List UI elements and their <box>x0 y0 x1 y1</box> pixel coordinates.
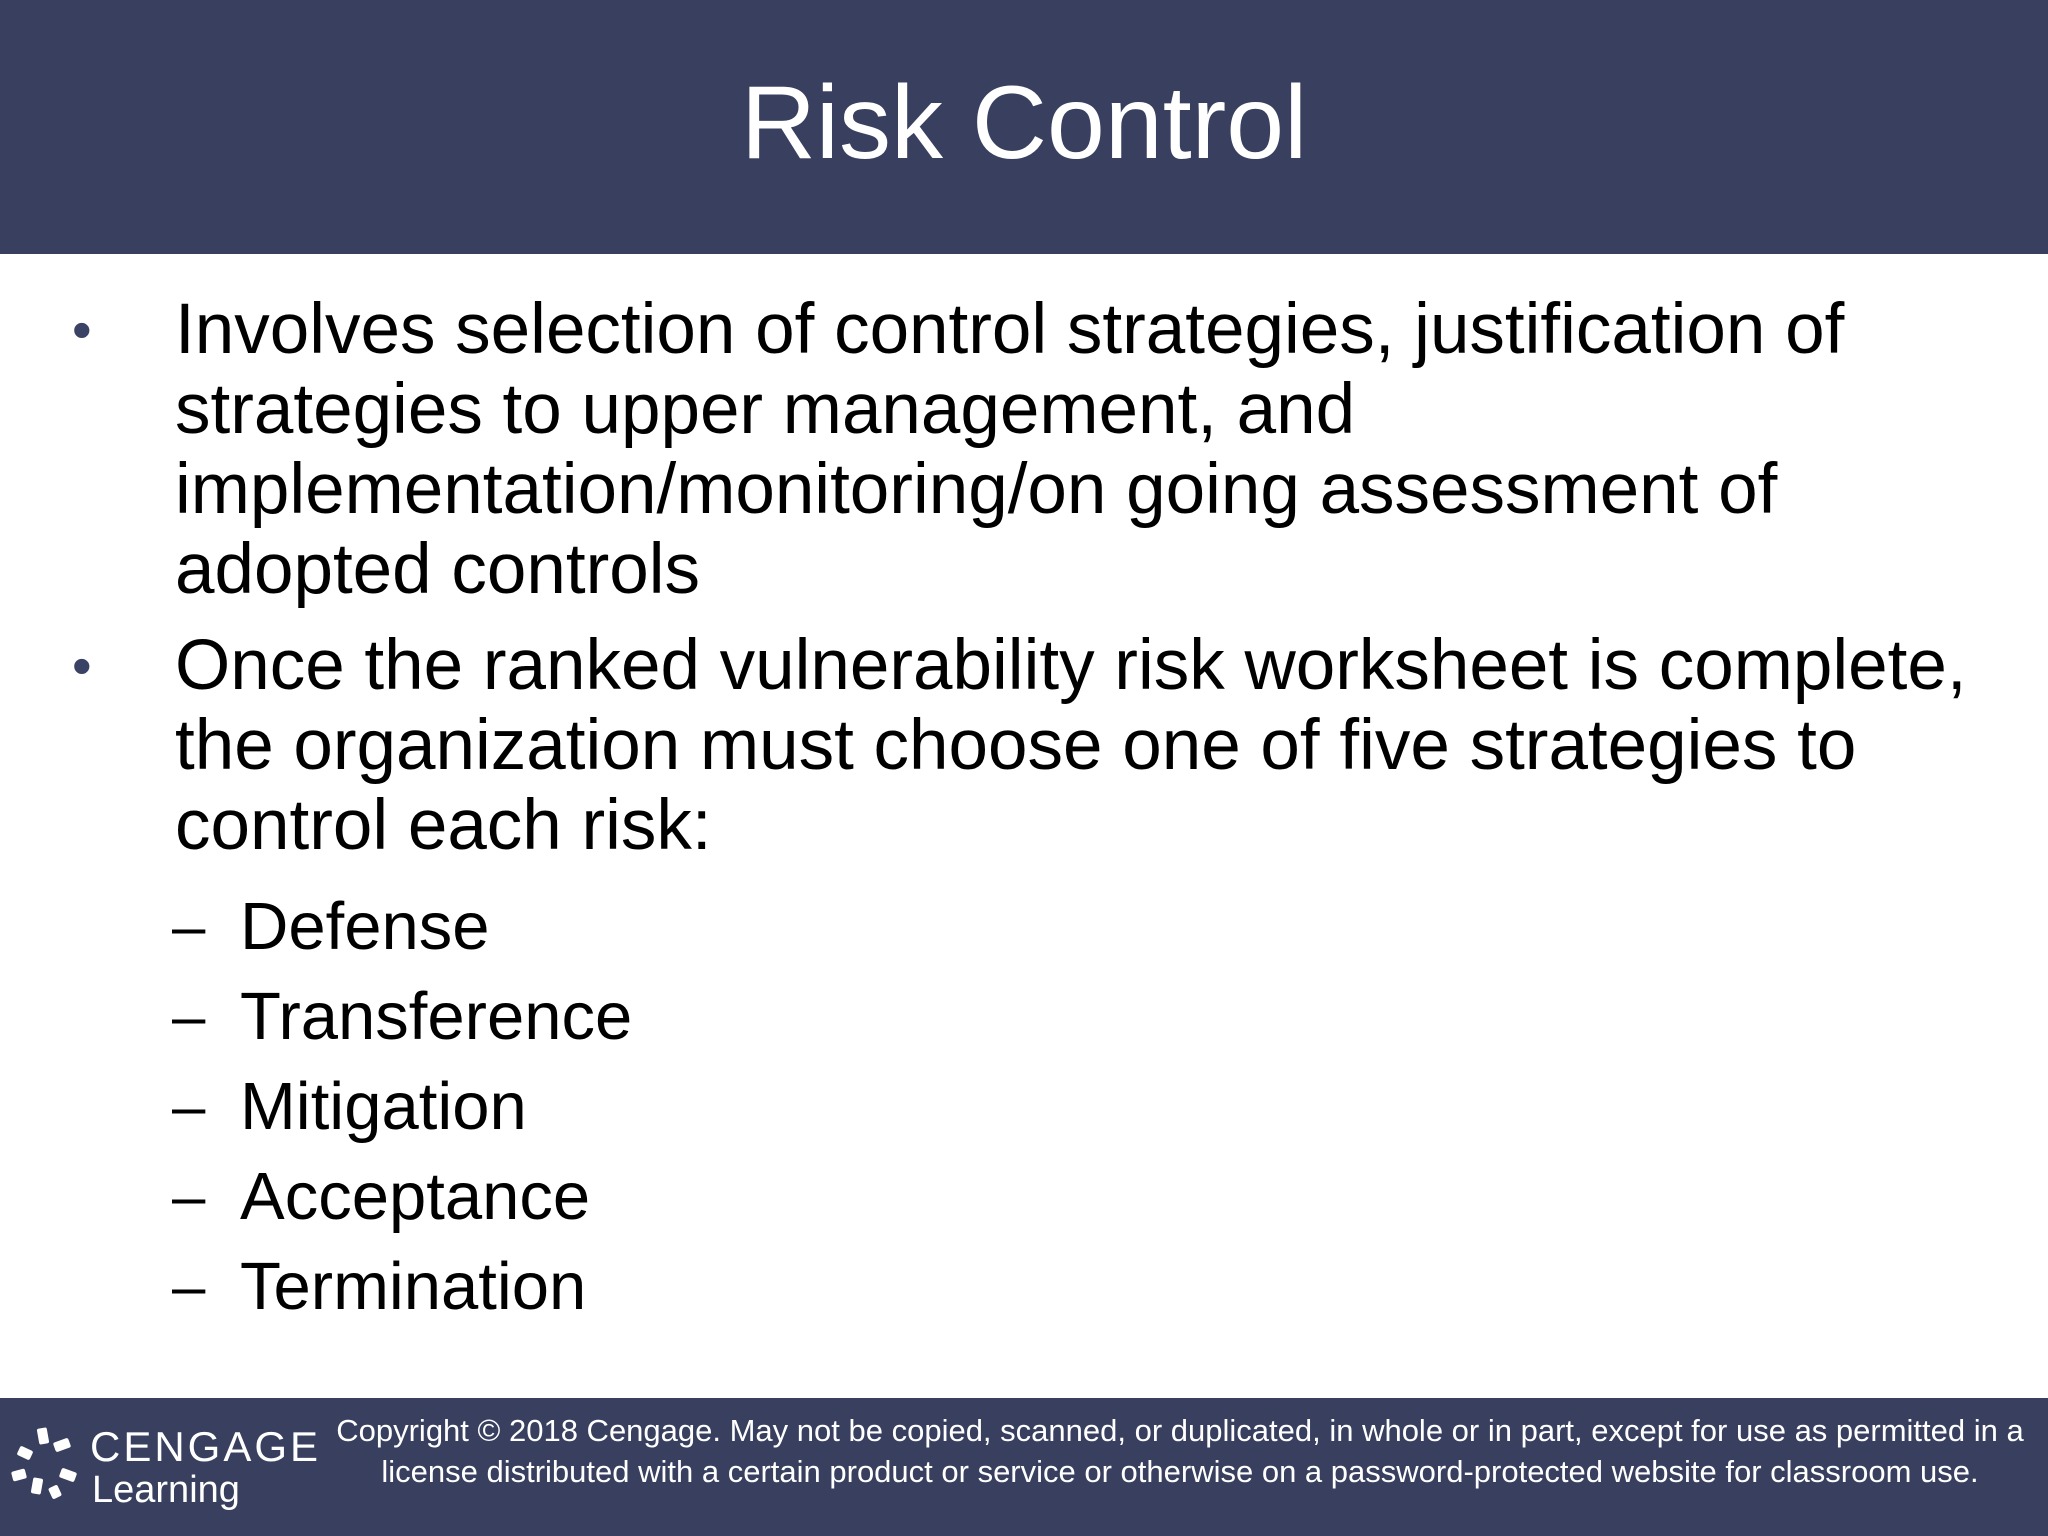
slide-content <box>0 290 2048 1332</box>
bullet-text: Involves selection of control strategies, justification of strategies to upper management, and implementation/monitoring/on going assessment of adopted controls <box>175 290 1845 609</box>
bullet-icon: • <box>72 298 92 361</box>
title-bar <box>0 0 2048 254</box>
sub-bullet-item <box>0 972 2048 1062</box>
dash-icon: – <box>172 1253 206 1320</box>
cengage-logo <box>8 1423 322 1520</box>
bullet-icon: • <box>72 634 92 697</box>
cengage-logo-icon <box>8 1424 88 1510</box>
dash-icon: – <box>172 1163 206 1230</box>
sub-bullet-item <box>0 1242 2048 1332</box>
bullet-text: Once the ranked vulnerability risk worksheet is complete, the organization must choose one of five strategies to control each risk: <box>175 626 1967 865</box>
sub-bullet-item <box>0 1152 2048 1242</box>
sub-bullet-text: Transference <box>240 979 633 1054</box>
dash-icon: – <box>172 983 206 1050</box>
dash-icon: – <box>172 893 206 960</box>
sub-bullet-item <box>0 1062 2048 1152</box>
bullet-item <box>0 290 2048 610</box>
copyright-notice: Copyright © 2018 Cengage. May not be copied, scanned, or duplicated, in whole or in part, except for use as permitted in a license distributed with a certain product or service or otherwise on a password-protected website for classroom use. <box>336 1413 2024 1489</box>
sub-bullet-text: Defense <box>240 889 490 964</box>
sub-bullet-text: Acceptance <box>240 1159 591 1234</box>
footer <box>0 1398 2048 1536</box>
dash-icon: – <box>172 1073 206 1140</box>
sub-bullet-list <box>0 882 2048 1332</box>
slide-title: Risk Control <box>740 65 1308 181</box>
sub-bullet-item <box>0 882 2048 972</box>
bullet-item <box>0 626 2048 866</box>
sub-bullet-text: Mitigation <box>240 1069 527 1144</box>
logo-text-learning: Learning <box>92 1469 240 1511</box>
sub-bullet-text: Termination <box>240 1249 587 1324</box>
logo-text-cengage: CENGAGE <box>90 1423 322 1470</box>
